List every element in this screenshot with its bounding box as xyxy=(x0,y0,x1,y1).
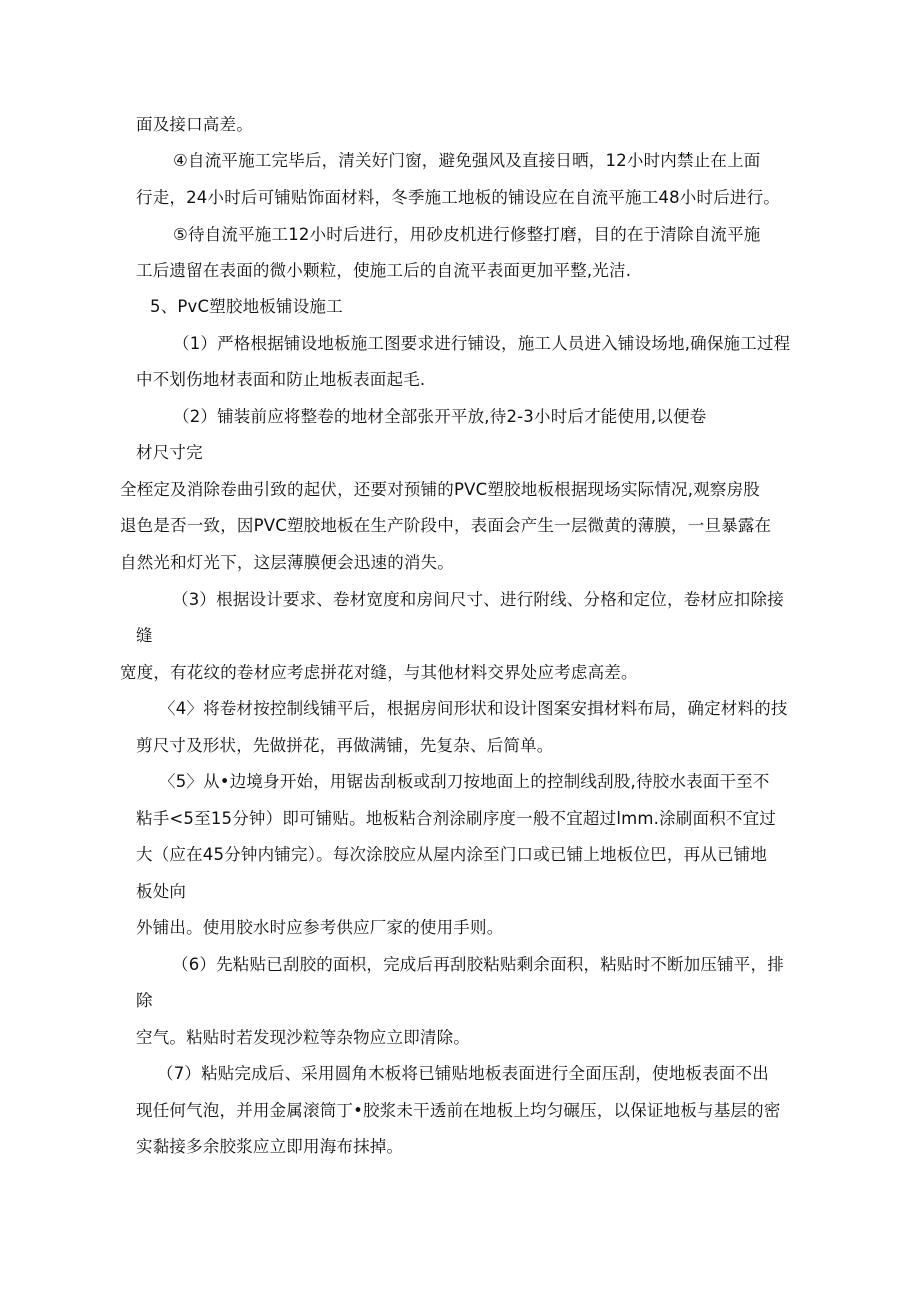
text-line: （1）严格根据铺设地板施工图要求进行铺设，施工人员进入铺设场地,确保施工过程 xyxy=(173,334,791,353)
text-line: 中不划伤地材表面和防止地板表面起毛. xyxy=(136,370,426,389)
text-line: 工后遗留在表面的微小颗粒，使施工后的自流平表面更加平整,光洁. xyxy=(136,261,632,280)
text-line: 〈4〉将卷材按控制线铺平后，根据房间形状和设计图案安揖材料布局，确定材料的技 xyxy=(159,699,788,718)
text-line: 〈5〉从•边境身开始，用锯齿刮板或刮刀按地面上的控制线刮股,待胶水表面干至不 xyxy=(159,772,770,791)
section-heading: 5、PvC塑胶地板铺设施工 xyxy=(150,297,343,316)
text-line: 退色是否一致，因PVC塑胶地板在生产阶段中，表面会产生一层微黄的薄膜，一旦暴露在 xyxy=(120,516,772,535)
text-line: 现任何气泡，并用金属滚筒丁•胶浆未干透前在地板上均匀碾压，以保证地板与基层的密 xyxy=(136,1101,781,1120)
text-line: ④自流平施工完毕后，清关好门窗，避免强风及直接日晒，12小时内禁止在上面 xyxy=(173,151,761,170)
text-line: （7）粘贴完成后、采用圆角木板将已铺贴地板表面进行全面压刮，使地板表面不出 xyxy=(157,1064,769,1083)
text-line: 缝 xyxy=(136,626,153,645)
text-line: （2）铺装前应将整卷的地材全部张开平放,待2-3小时后才能使用,以便卷 xyxy=(173,407,707,426)
text-line: 面及接口高差。 xyxy=(136,115,253,134)
text-line: （3）根据设计要求、卷材宽度和房间尺寸、进行附线、分格和定位，卷材应扣除接 xyxy=(172,590,784,609)
text-line: 全桎定及消除卷曲引致的起伏，还要对预铺的PVC塑胶地板根据现场实际情况,观察房股 xyxy=(120,480,761,499)
text-line: 剪尺寸及形状，先做拼花，再做满铺，先复杂、后简单。 xyxy=(136,736,554,755)
text-line: 大（应在45分钟内铺完）。每次涂胶应从屋内涂至门口或已铺上地板位巴，再从已铺地 xyxy=(136,845,768,864)
text-line: 宽度，有花纹的卷材应考虑拼花对缝，与其他材料交界处应考虑高差。 xyxy=(120,663,638,682)
text-line: ⑤待自流平施工12小时后进行，用砂皮机进行修整打磨，目的在于清除自流平施 xyxy=(173,225,761,244)
text-line: 粘手<5至15分钟）即可铺贴。地板粘合剂涂刷序度一般不宜超过lmm.涂刷面积不宜过 xyxy=(136,809,776,828)
text-line: 空气。粘贴时若发现沙粒等杂物应立即清除。 xyxy=(136,1028,470,1047)
text-line: 行走，24小时后可铺贴饰面材料，冬季施工地板的铺设应在自流平施工48小时后进行。 xyxy=(136,188,780,207)
text-line: 自然光和灯光下，这层薄膜便会迅速的消失。 xyxy=(120,553,454,572)
text-line: 材尺寸完 xyxy=(136,443,203,462)
text-line: 除 xyxy=(136,991,153,1010)
text-line: （6）先粘贴已刮胶的面枳，完成后再刮胶粘贴剩余面积，粘贴时不断加压铺平，排 xyxy=(172,955,784,974)
text-line: 实黏接多余胶浆应立即用海布抹掉。 xyxy=(136,1137,404,1156)
text-line: 外铺出。使用胶水时应参考供应厂家的使用手则。 xyxy=(136,918,504,937)
text-line: 板处向 xyxy=(136,882,187,901)
